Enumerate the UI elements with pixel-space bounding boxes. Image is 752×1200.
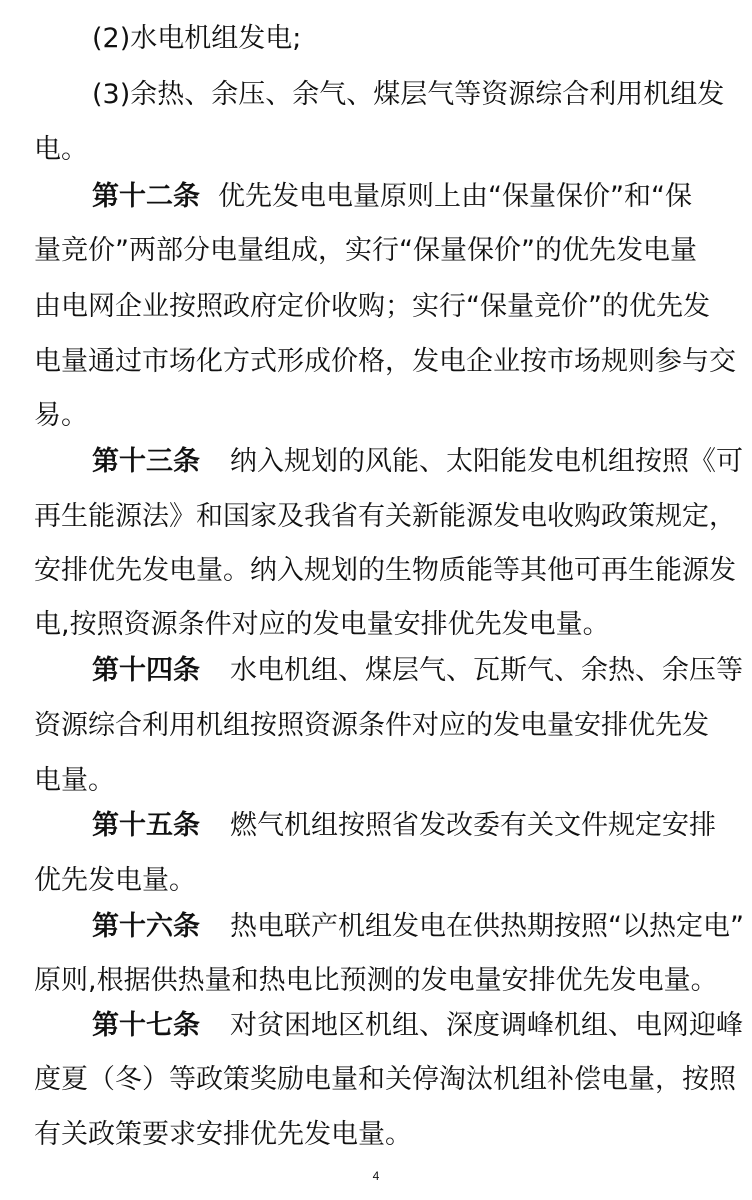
item-2-text: (2)水电机组发电; (92, 23, 302, 54)
article-15-text: 燃气机组按照省发改委有关文件规定安排 (230, 810, 716, 841)
article-13-text: 电,按照资源条件对应的发电量安排优先发电量。 (34, 609, 610, 640)
article-13-line-3 (0, 542, 752, 600)
article-16-heading: 第十六条 (92, 911, 200, 942)
article-13-line-1 (0, 433, 752, 491)
article-13-text: 安排优先发电量。纳入规划的生物质能等其他可再生能源发 (34, 555, 736, 586)
article-15-text: 优先发电量。 (34, 865, 196, 896)
article-17-line-3 (0, 1106, 752, 1164)
article-12-text: 量竞价”两部分电量组成，实行“保量保价”的优先发电量 (34, 235, 697, 266)
article-14-heading: 第十四条 (92, 655, 200, 686)
article-17-heading: 第十七条 (92, 1010, 200, 1041)
article-17-text: 有关政策要求安排优先发电量。 (34, 1119, 412, 1150)
article-12-line-4 (0, 333, 752, 391)
article-14-text: 水电机组、煤层气、瓦斯气、余热、余压等 (230, 655, 743, 686)
page-number: 4 (372, 1169, 380, 1183)
article-17-text: 对贫困地区机组、深度调峰机组、电网迎峰 (230, 1010, 743, 1041)
article-17-text: 度夏（冬）等政策奖励电量和关停淘汰机组补偿电量，按照 (34, 1064, 736, 1095)
article-12-text: 优先发电电量原则上由“保量保价”和“保 (218, 181, 692, 212)
article-13-text: 纳入规划的风能、太阳能发电机组按照《可 (230, 446, 743, 477)
article-12-text: 由电网企业按照政府定价收购；实行“保量竞价”的优先发 (34, 291, 710, 322)
article-17-line-1 (0, 997, 752, 1055)
article-16-text: 热电联产机组发电在供热期按照“以热定电” (230, 911, 744, 942)
article-12-line-2 (0, 222, 752, 280)
article-12-line-3 (0, 278, 752, 336)
article-14-text: 资源综合利用机组按照资源条件对应的发电量安排优先发 (34, 710, 709, 741)
article-12-text: 电量通过市场化方式形成价格，发电企业按市场规则参与交 (34, 346, 736, 377)
article-13-heading: 第十三条 (92, 446, 200, 477)
article-14-text: 电量。 (34, 765, 115, 796)
article-15-line-1 (0, 797, 752, 855)
article-14-line-1 (0, 642, 752, 700)
item-3-text: 电。 (34, 134, 88, 165)
article-16-text: 原则,根据供热量和热电比预测的发电量安排优先发电量。 (34, 965, 718, 996)
article-16-line-1 (0, 898, 752, 956)
item-3-line-1 (0, 66, 752, 124)
article-14-line-2 (0, 697, 752, 755)
item-3-text: (3)余热、余压、余气、煤层气等资源综合利用机组发 (92, 79, 725, 110)
article-13-line-2 (0, 488, 752, 546)
article-12-line-1 (0, 168, 752, 226)
article-12-text: 易。 (34, 400, 88, 431)
article-12-heading: 第十二条 (92, 181, 200, 212)
article-17-line-2 (0, 1051, 752, 1109)
article-15-heading: 第十五条 (92, 810, 200, 841)
article-13-text: 再生能源法》和国家及我省有关新能源发电收购政策规定， (34, 501, 736, 532)
item-2-line-1 (0, 10, 752, 68)
